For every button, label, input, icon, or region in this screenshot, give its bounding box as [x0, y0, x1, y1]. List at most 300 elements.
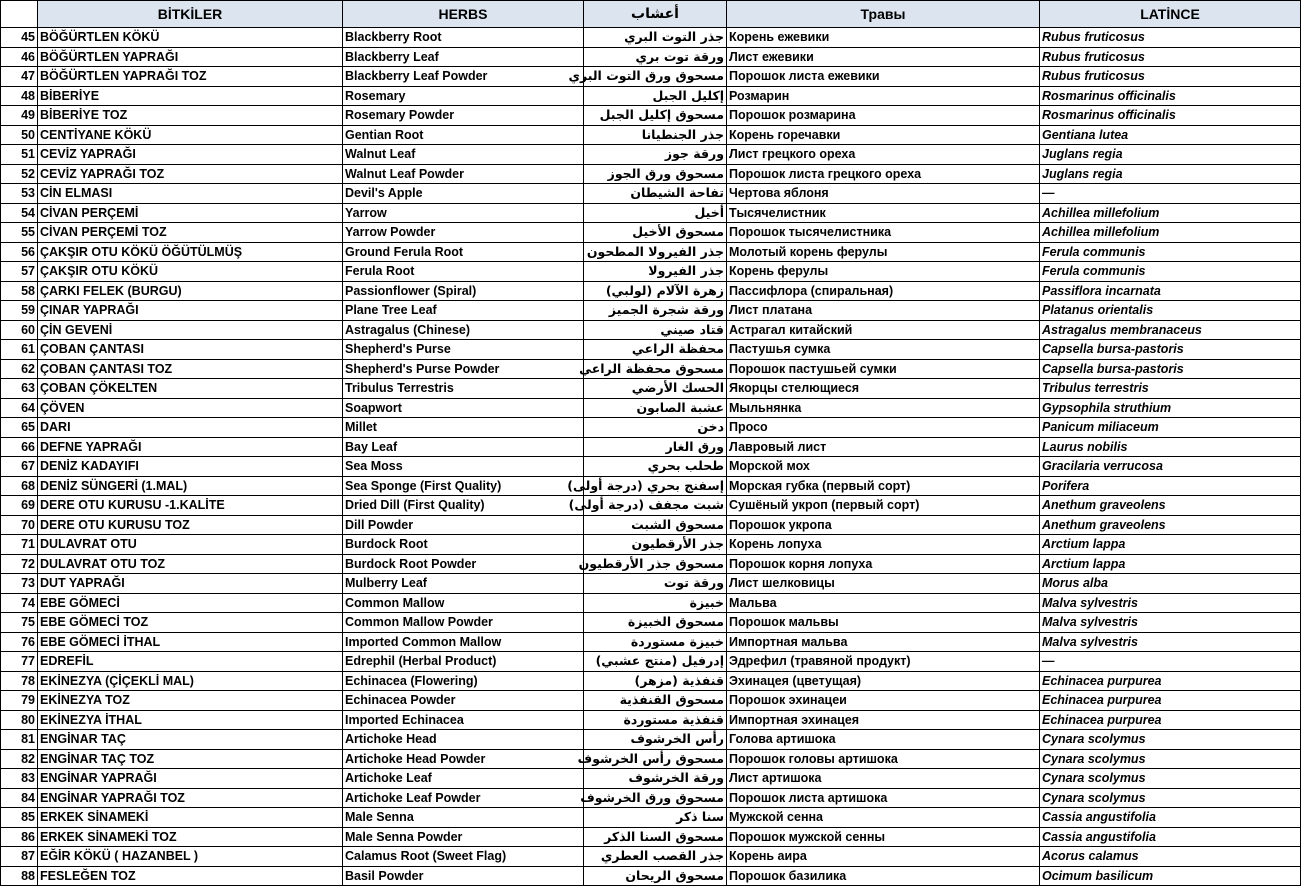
english-name-cell: Sea Sponge (First Quality)	[343, 476, 584, 496]
russian-name-cell: Пассифлора (спиральная)	[727, 281, 1040, 301]
english-name-cell: Artichoke Leaf Powder	[343, 788, 584, 808]
latin-name-cell: Passiflora incarnata	[1040, 281, 1301, 301]
arabic-name-cell: دخن	[584, 418, 727, 438]
row-number-cell: 46	[1, 47, 38, 67]
row-number-cell: 55	[1, 223, 38, 243]
russian-name-cell: Порошок корня лопуха	[727, 554, 1040, 574]
row-number-cell: 84	[1, 788, 38, 808]
english-name-cell: Shepherd's Purse Powder	[343, 359, 584, 379]
table-row	[1, 184, 1301, 204]
russian-name-cell: Импортная мальва	[727, 632, 1040, 652]
row-number-cell: 54	[1, 203, 38, 223]
latin-name-cell: Cynara scolymus	[1040, 730, 1301, 750]
english-name-cell: Artichoke Head	[343, 730, 584, 750]
arabic-name-cell: إدرفيل (منتج عشبي)	[584, 652, 727, 672]
turkish-name-cell: DEFNE YAPRAĞI	[38, 437, 343, 457]
turkish-name-cell: ÇİN GEVENİ	[38, 320, 343, 340]
column-header-russian: Травы	[727, 1, 1040, 28]
arabic-name-cell: خبيزة مستوردة	[584, 632, 727, 652]
table-row	[1, 613, 1301, 633]
russian-name-cell: Порошок листа грецкого ореха	[727, 164, 1040, 184]
latin-name-cell: Morus alba	[1040, 574, 1301, 594]
latin-name-cell: Cassia angustifolia	[1040, 808, 1301, 828]
row-number-cell: 88	[1, 866, 38, 886]
arabic-name-cell: مسحوق إكليل الجبل	[584, 106, 727, 126]
row-number-cell: 73	[1, 574, 38, 594]
russian-name-cell: Порошок пастушьей сумки	[727, 359, 1040, 379]
turkish-name-cell: EKİNEZYA TOZ	[38, 691, 343, 711]
english-name-cell: Yarrow Powder	[343, 223, 584, 243]
row-number-cell: 68	[1, 476, 38, 496]
english-name-cell: Echinacea (Flowering)	[343, 671, 584, 691]
row-number-cell: 62	[1, 359, 38, 379]
latin-name-cell: Cynara scolymus	[1040, 749, 1301, 769]
table-row	[1, 788, 1301, 808]
table-row	[1, 866, 1301, 886]
russian-name-cell: Просо	[727, 418, 1040, 438]
turkish-name-cell: ENGİNAR YAPRAĞI	[38, 769, 343, 789]
latin-name-cell: Malva sylvestris	[1040, 632, 1301, 652]
turkish-name-cell: BÖĞÜRTLEN YAPRAĞI TOZ	[38, 67, 343, 87]
column-header-latin: LATİNCE	[1040, 1, 1301, 28]
table-row	[1, 28, 1301, 48]
russian-name-cell: Астрагал китайский	[727, 320, 1040, 340]
column-header-arabic: أعشاب	[584, 1, 727, 28]
row-number-cell: 69	[1, 496, 38, 516]
row-number-cell: 87	[1, 847, 38, 867]
latin-name-cell: —	[1040, 184, 1301, 204]
latin-name-cell: Rubus fruticosus	[1040, 47, 1301, 67]
russian-name-cell: Лист артишока	[727, 769, 1040, 789]
arabic-name-cell: تفاحة الشيطان	[584, 184, 727, 204]
russian-name-cell: Порошок головы артишока	[727, 749, 1040, 769]
row-number-cell: 48	[1, 86, 38, 106]
turkish-name-cell: DUT YAPRAĞI	[38, 574, 343, 594]
turkish-name-cell: CİVAN PERÇEMİ TOZ	[38, 223, 343, 243]
table-row	[1, 593, 1301, 613]
latin-name-cell: Capsella bursa-pastoris	[1040, 340, 1301, 360]
table-row	[1, 86, 1301, 106]
row-number-cell: 83	[1, 769, 38, 789]
english-name-cell: Rosemary Powder	[343, 106, 584, 126]
russian-name-cell: Морской мох	[727, 457, 1040, 477]
latin-name-cell: Rubus fruticosus	[1040, 67, 1301, 87]
arabic-name-cell: ورقة الخرشوف	[584, 769, 727, 789]
arabic-name-cell: مسحوق ورق التوت البري	[584, 67, 727, 87]
latin-name-cell: Astragalus membranaceus	[1040, 320, 1301, 340]
arabic-name-cell: إكليل الجبل	[584, 86, 727, 106]
arabic-name-cell: ورقة جوز	[584, 145, 727, 165]
turkish-name-cell: EKİNEZYA (ÇİÇEKLİ MAL)	[38, 671, 343, 691]
table-row	[1, 652, 1301, 672]
russian-name-cell: Порошок мальвы	[727, 613, 1040, 633]
table-row	[1, 67, 1301, 87]
row-number-cell: 67	[1, 457, 38, 477]
table-row	[1, 554, 1301, 574]
arabic-name-cell: مسحوق جذر الأرقطيون	[584, 554, 727, 574]
table-row	[1, 847, 1301, 867]
row-number-cell: 80	[1, 710, 38, 730]
table-row	[1, 398, 1301, 418]
row-number-cell: 78	[1, 671, 38, 691]
latin-name-cell: Gentiana lutea	[1040, 125, 1301, 145]
turkish-name-cell: DERE OTU KURUSU -1.KALİTE	[38, 496, 343, 516]
table-row	[1, 515, 1301, 535]
english-name-cell: Yarrow	[343, 203, 584, 223]
english-name-cell: Mulberry Leaf	[343, 574, 584, 594]
russian-name-cell: Лист ежевики	[727, 47, 1040, 67]
russian-name-cell: Порошок мужской сенны	[727, 827, 1040, 847]
column-header-bitkiler: BİTKİLER	[38, 1, 343, 28]
latin-name-cell: Capsella bursa-pastoris	[1040, 359, 1301, 379]
arabic-name-cell: مسحوق الأخيل	[584, 223, 727, 243]
latin-name-cell: Ocimum basilicum	[1040, 866, 1301, 886]
arabic-name-cell: جذر الفيرولا	[584, 262, 727, 282]
russian-name-cell: Сушёный укроп (первый сорт)	[727, 496, 1040, 516]
row-number-cell: 86	[1, 827, 38, 847]
russian-name-cell: Порошок базилика	[727, 866, 1040, 886]
row-number-cell: 65	[1, 418, 38, 438]
arabic-name-cell: مسحوق الشبت	[584, 515, 727, 535]
english-name-cell: Shepherd's Purse	[343, 340, 584, 360]
row-number-cell: 47	[1, 67, 38, 87]
row-number-cell: 75	[1, 613, 38, 633]
turkish-name-cell: BİBERİYE TOZ	[38, 106, 343, 126]
row-number-cell: 82	[1, 749, 38, 769]
latin-name-cell: Cynara scolymus	[1040, 769, 1301, 789]
english-name-cell: Blackberry Leaf Powder	[343, 67, 584, 87]
turkish-name-cell: CİN ELMASI	[38, 184, 343, 204]
english-name-cell: Ground Ferula Root	[343, 242, 584, 262]
row-number-cell: 51	[1, 145, 38, 165]
english-name-cell: Burdock Root	[343, 535, 584, 555]
turkish-name-cell: EĞİR KÖKÜ ( HAZANBEL )	[38, 847, 343, 867]
turkish-name-cell: ERKEK SİNAMEKİ TOZ	[38, 827, 343, 847]
turkish-name-cell: CEVİZ YAPRAĞI TOZ	[38, 164, 343, 184]
row-number-cell: 58	[1, 281, 38, 301]
row-number-cell: 81	[1, 730, 38, 750]
arabic-name-cell: طحلب بحري	[584, 457, 727, 477]
english-name-cell: Burdock Root Powder	[343, 554, 584, 574]
table-row	[1, 632, 1301, 652]
arabic-name-cell: الحسك الأرضي	[584, 379, 727, 399]
turkish-name-cell: DERE OTU KURUSU TOZ	[38, 515, 343, 535]
header-row	[1, 1, 1301, 28]
table-row	[1, 418, 1301, 438]
english-name-cell: Sea Moss	[343, 457, 584, 477]
english-name-cell: Plane Tree Leaf	[343, 301, 584, 321]
turkish-name-cell: ÇINAR YAPRAĞI	[38, 301, 343, 321]
turkish-name-cell: ENGİNAR TAÇ TOZ	[38, 749, 343, 769]
latin-name-cell: Ferula communis	[1040, 262, 1301, 282]
russian-name-cell: Порошок розмарина	[727, 106, 1040, 126]
table-row	[1, 359, 1301, 379]
english-name-cell: Bay Leaf	[343, 437, 584, 457]
russian-name-cell: Голова артишока	[727, 730, 1040, 750]
latin-name-cell: Echinacea purpurea	[1040, 671, 1301, 691]
arabic-name-cell: زهرة الآلام (لولبي)	[584, 281, 727, 301]
english-name-cell: Echinacea Powder	[343, 691, 584, 711]
english-name-cell: Artichoke Leaf	[343, 769, 584, 789]
row-number-cell: 56	[1, 242, 38, 262]
latin-name-cell: Anethum graveolens	[1040, 515, 1301, 535]
english-name-cell: Dill Powder	[343, 515, 584, 535]
row-number-cell: 57	[1, 262, 38, 282]
english-name-cell: Blackberry Root	[343, 28, 584, 48]
english-name-cell: Tribulus Terrestris	[343, 379, 584, 399]
arabic-name-cell: إسفنج بحري (درجة أولى)	[584, 476, 727, 496]
english-name-cell: Walnut Leaf Powder	[343, 164, 584, 184]
turkish-name-cell: DENİZ KADAYIFI	[38, 457, 343, 477]
row-number-cell: 72	[1, 554, 38, 574]
row-number-cell: 59	[1, 301, 38, 321]
table-row	[1, 106, 1301, 126]
turkish-name-cell: EBE GÖMECİ TOZ	[38, 613, 343, 633]
arabic-name-cell: جذر التوت البري	[584, 28, 727, 48]
latin-name-cell: Ferula communis	[1040, 242, 1301, 262]
latin-name-cell: Tribulus terrestris	[1040, 379, 1301, 399]
column-header-herbs: HERBS	[343, 1, 584, 28]
table-row	[1, 379, 1301, 399]
english-name-cell: Blackberry Leaf	[343, 47, 584, 67]
turkish-name-cell: EBE GÖMECİ İTHAL	[38, 632, 343, 652]
english-name-cell: Edrephil (Herbal Product)	[343, 652, 584, 672]
latin-name-cell: Malva sylvestris	[1040, 593, 1301, 613]
english-name-cell: Walnut Leaf	[343, 145, 584, 165]
arabic-name-cell: ورقة شجرة الجميز	[584, 301, 727, 321]
latin-name-cell: Gypsophila struthium	[1040, 398, 1301, 418]
arabic-name-cell: محفظة الراعي	[584, 340, 727, 360]
latin-name-cell: —	[1040, 652, 1301, 672]
table-row	[1, 281, 1301, 301]
row-number-cell: 66	[1, 437, 38, 457]
table-row	[1, 574, 1301, 594]
row-number-cell: 77	[1, 652, 38, 672]
english-name-cell: Imported Common Mallow	[343, 632, 584, 652]
russian-name-cell: Порошок тысячелистника	[727, 223, 1040, 243]
russian-name-cell: Лавровый лист	[727, 437, 1040, 457]
table-row	[1, 671, 1301, 691]
english-name-cell: Passionflower (Spiral)	[343, 281, 584, 301]
arabic-name-cell: ورق الغار	[584, 437, 727, 457]
russian-name-cell: Мыльнянка	[727, 398, 1040, 418]
latin-name-cell: Achillea millefolium	[1040, 203, 1301, 223]
turkish-name-cell: CEVİZ YAPRAĞI	[38, 145, 343, 165]
latin-name-cell: Echinacea purpurea	[1040, 710, 1301, 730]
latin-name-cell: Cassia angustifolia	[1040, 827, 1301, 847]
table-row	[1, 769, 1301, 789]
arabic-name-cell: مسحوق ورق الخرشوف	[584, 788, 727, 808]
arabic-name-cell: ورقة توت	[584, 574, 727, 594]
english-name-cell: Male Senna	[343, 808, 584, 828]
arabic-name-cell: جذر القصب العطري	[584, 847, 727, 867]
russian-name-cell: Эдрефил (травяной продукт)	[727, 652, 1040, 672]
row-number-cell: 64	[1, 398, 38, 418]
russian-name-cell: Корень лопуха	[727, 535, 1040, 555]
latin-name-cell: Gracilaria verrucosa	[1040, 457, 1301, 477]
table-row	[1, 437, 1301, 457]
latin-name-cell: Platanus orientalis	[1040, 301, 1301, 321]
english-name-cell: Soapwort	[343, 398, 584, 418]
arabic-name-cell: ورقة توت بري	[584, 47, 727, 67]
russian-name-cell: Порошок укропа	[727, 515, 1040, 535]
arabic-name-cell: مسحوق الريحان	[584, 866, 727, 886]
turkish-name-cell: ENGİNAR YAPRAĞI TOZ	[38, 788, 343, 808]
arabic-name-cell: رأس الخرشوف	[584, 730, 727, 750]
table-row	[1, 496, 1301, 516]
russian-name-cell: Мальва	[727, 593, 1040, 613]
row-number-cell: 49	[1, 106, 38, 126]
english-name-cell: Basil Powder	[343, 866, 584, 886]
row-number-cell: 71	[1, 535, 38, 555]
latin-name-cell: Laurus nobilis	[1040, 437, 1301, 457]
russian-name-cell: Импортная эхинацея	[727, 710, 1040, 730]
arabic-name-cell: مسحوق السنا الذكر	[584, 827, 727, 847]
turkish-name-cell: ÇOBAN ÇANTASI	[38, 340, 343, 360]
table-row	[1, 691, 1301, 711]
table-row	[1, 457, 1301, 477]
latin-name-cell: Acorus calamus	[1040, 847, 1301, 867]
turkish-name-cell: DENİZ SÜNGERİ (1.MAL)	[38, 476, 343, 496]
russian-name-cell: Порошок листа ежевики	[727, 67, 1040, 87]
latin-name-cell: Echinacea purpurea	[1040, 691, 1301, 711]
latin-name-cell: Juglans regia	[1040, 164, 1301, 184]
arabic-name-cell: مسحوق محفظة الراعي	[584, 359, 727, 379]
table-row	[1, 730, 1301, 750]
russian-name-cell: Якорцы стелющиеся	[727, 379, 1040, 399]
english-name-cell: Millet	[343, 418, 584, 438]
row-number-cell: 60	[1, 320, 38, 340]
turkish-name-cell: BÖĞÜRTLEN KÖKÜ	[38, 28, 343, 48]
russian-name-cell: Чертова яблоня	[727, 184, 1040, 204]
row-number-cell: 50	[1, 125, 38, 145]
russian-name-cell: Мужской сенна	[727, 808, 1040, 828]
arabic-name-cell: جذر الفيرولا المطحون	[584, 242, 727, 262]
arabic-name-cell: شبت مجفف (درجة أولى)	[584, 496, 727, 516]
english-name-cell: Devil's Apple	[343, 184, 584, 204]
turkish-name-cell: CENTİYANE KÖKÜ	[38, 125, 343, 145]
table-row	[1, 223, 1301, 243]
turkish-name-cell: ÇARKI FELEK (BURGU)	[38, 281, 343, 301]
russian-name-cell: Эхинацея (цветущая)	[727, 671, 1040, 691]
turkish-name-cell: ÇAKŞIR OTU KÖKÜ	[38, 262, 343, 282]
turkish-name-cell: ÇAKŞIR OTU KÖKÜ ÖĞÜTÜLMÜŞ	[38, 242, 343, 262]
row-number-cell: 53	[1, 184, 38, 204]
turkish-name-cell: DARI	[38, 418, 343, 438]
latin-name-cell: Rosmarinus officinalis	[1040, 106, 1301, 126]
english-name-cell: Male Senna Powder	[343, 827, 584, 847]
table-row	[1, 710, 1301, 730]
table-row	[1, 203, 1301, 223]
russian-name-cell: Корень горечавки	[727, 125, 1040, 145]
table-row	[1, 145, 1301, 165]
latin-name-cell: Juglans regia	[1040, 145, 1301, 165]
english-name-cell: Rosemary	[343, 86, 584, 106]
latin-name-cell: Anethum graveolens	[1040, 496, 1301, 516]
latin-name-cell: Rubus fruticosus	[1040, 28, 1301, 48]
turkish-name-cell: BÖĞÜRTLEN YAPRAĞI	[38, 47, 343, 67]
english-name-cell: Ferula Root	[343, 262, 584, 282]
arabic-name-cell: خبيزة	[584, 593, 727, 613]
russian-name-cell: Тысячелистник	[727, 203, 1040, 223]
russian-name-cell: Пастушья сумка	[727, 340, 1040, 360]
english-name-cell: Dried Dill (First Quality)	[343, 496, 584, 516]
turkish-name-cell: CİVAN PERÇEMİ	[38, 203, 343, 223]
table-row	[1, 125, 1301, 145]
turkish-name-cell: ÇÖVEN	[38, 398, 343, 418]
english-name-cell: Gentian Root	[343, 125, 584, 145]
arabic-name-cell: قتاد صيني	[584, 320, 727, 340]
arabic-name-cell: مسحوق الخبيزة	[584, 613, 727, 633]
arabic-name-cell: جذر الأرقطيون	[584, 535, 727, 555]
row-number-cell: 79	[1, 691, 38, 711]
latin-name-cell: Porifera	[1040, 476, 1301, 496]
latin-name-cell: Panicum miliaceum	[1040, 418, 1301, 438]
table-row	[1, 242, 1301, 262]
arabic-name-cell: سنا ذكر	[584, 808, 727, 828]
row-number-cell: 63	[1, 379, 38, 399]
table-row	[1, 808, 1301, 828]
russian-name-cell: Молотый корень ферулы	[727, 242, 1040, 262]
turkish-name-cell: ERKEK SİNAMEKİ	[38, 808, 343, 828]
row-number-cell: 74	[1, 593, 38, 613]
arabic-name-cell: جذر الجنطيانا	[584, 125, 727, 145]
row-number-cell: 76	[1, 632, 38, 652]
arabic-name-cell: قنفذية مستوردة	[584, 710, 727, 730]
table-row	[1, 749, 1301, 769]
table-row	[1, 301, 1301, 321]
russian-name-cell: Корень аира	[727, 847, 1040, 867]
english-name-cell: Imported Echinacea	[343, 710, 584, 730]
turkish-name-cell: BİBERİYE	[38, 86, 343, 106]
table-row	[1, 164, 1301, 184]
latin-name-cell: Malva sylvestris	[1040, 613, 1301, 633]
row-number-cell: 52	[1, 164, 38, 184]
table-row	[1, 535, 1301, 555]
russian-name-cell: Лист платана	[727, 301, 1040, 321]
arabic-name-cell: أخيل	[584, 203, 727, 223]
table-row	[1, 340, 1301, 360]
russian-name-cell: Порошок эхинацеи	[727, 691, 1040, 711]
english-name-cell: Artichoke Head Powder	[343, 749, 584, 769]
turkish-name-cell: ÇOBAN ÇANTASI TOZ	[38, 359, 343, 379]
table-row	[1, 320, 1301, 340]
row-number-cell: 70	[1, 515, 38, 535]
table-row	[1, 476, 1301, 496]
latin-name-cell: Arctium lappa	[1040, 554, 1301, 574]
row-number-cell: 85	[1, 808, 38, 828]
latin-name-cell: Rosmarinus officinalis	[1040, 86, 1301, 106]
russian-name-cell: Морская губка (первый сорт)	[727, 476, 1040, 496]
turkish-name-cell: EBE GÖMECİ	[38, 593, 343, 613]
latin-name-cell: Achillea millefolium	[1040, 223, 1301, 243]
english-name-cell: Calamus Root (Sweet Flag)	[343, 847, 584, 867]
table-row	[1, 827, 1301, 847]
turkish-name-cell: FESLEĞEN TOZ	[38, 866, 343, 886]
row-number-cell: 61	[1, 340, 38, 360]
arabic-name-cell: مسحوق رأس الخرشوف	[584, 749, 727, 769]
arabic-name-cell: قنفذية (مزهر)	[584, 671, 727, 691]
arabic-name-cell: عشبة الصابون	[584, 398, 727, 418]
table-row	[1, 47, 1301, 67]
turkish-name-cell: EKİNEZYA İTHAL	[38, 710, 343, 730]
english-name-cell: Astragalus (Chinese)	[343, 320, 584, 340]
table-row	[1, 262, 1301, 282]
turkish-name-cell: ÇOBAN ÇÖKELTEN	[38, 379, 343, 399]
turkish-name-cell: DULAVRAT OTU	[38, 535, 343, 555]
arabic-name-cell: مسحوق ورق الجوز	[584, 164, 727, 184]
russian-name-cell: Лист грецкого ореха	[727, 145, 1040, 165]
